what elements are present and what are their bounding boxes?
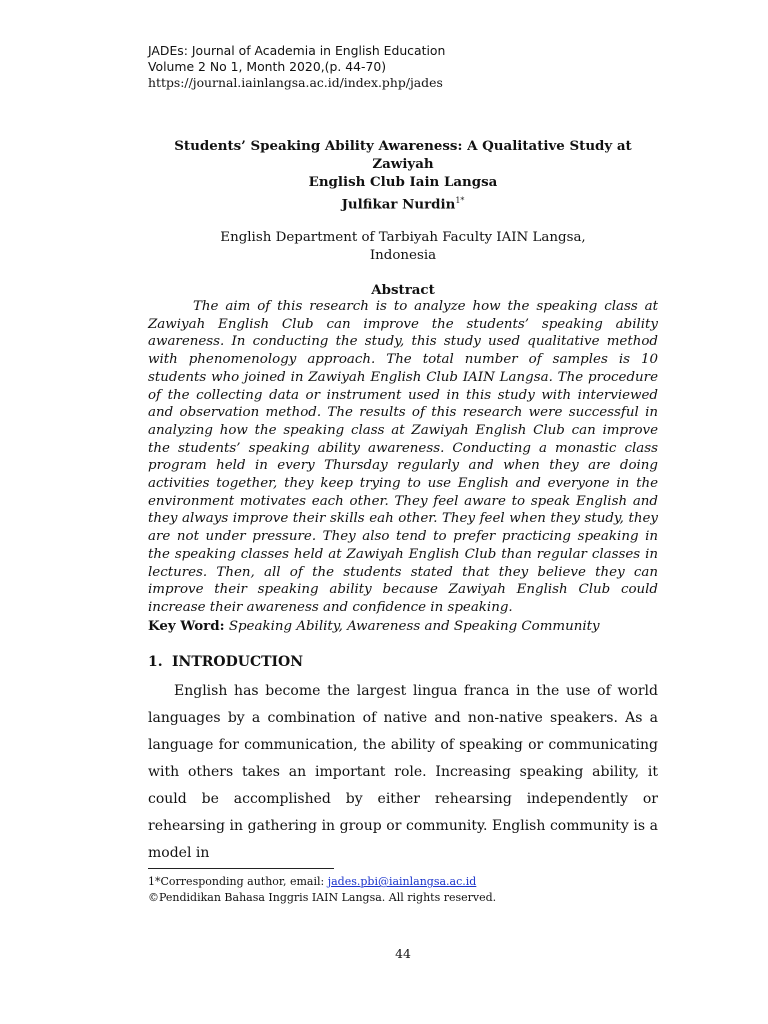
- introduction-text: English has become the largest lingua franca in the use of world languages by a combination of native and non-native speakers. As a language for communication, the ability of speaking or communicating with others takes an important role. Increasing speaking ability, it could be accomplished by either rehearsing independently or rehearsing in gathering in group or community. English community is a model in: [148, 683, 658, 861]
- footnote-marker: 1*: [148, 875, 161, 888]
- paper-title: [148, 137, 658, 191]
- keywords-value: Speaking Ability, Awareness and Speaking Community: [228, 619, 600, 634]
- footnote-corresponding-prefix: Corresponding author, email:: [160, 875, 328, 888]
- journal-header: [148, 43, 628, 91]
- footnote-copyright: ©Pendidikan Bahasa Inggris IAIN Langsa. All rights reserved.: [148, 891, 497, 904]
- section-title: INTRODUCTION: [172, 654, 304, 670]
- author: [148, 192, 658, 213]
- section-heading-introduction: [148, 652, 658, 672]
- journal-volume: Volume 2 No 1, Month 2020,(p. 44-70): [148, 59, 387, 74]
- paper-title-line-2: English Club Iain Langsa: [308, 174, 498, 190]
- abstract-heading: Abstract: [371, 282, 435, 298]
- footnote-corresponding: [148, 874, 658, 890]
- footnote: [148, 874, 658, 906]
- keywords: [148, 617, 658, 636]
- footnote-divider: [148, 868, 334, 869]
- corresponding-email-link[interactable]: jades.pbi@iainlangsa.ac.id: [327, 875, 477, 888]
- abstract-text: The aim of this research is to analyze how the speaking class at Zawiyah English Club can improve the students’ speaking ability awareness. In conducting the study, this study used qualitative method with phenomenology approach. The total number of samples is 10 students who joined in Zawiyah English Club IAIN Langsa. The procedure of the collecting data or instrument used in this study with interviewed and observation method. The results of this research were successful in analyzing how the speaking class at Zawiyah English Club can improve the students’ speaking ability awareness. Conducting a monastic class program held in every Thursday regularly and when they are doing activities together, they keep trying to use English and everyone in the environment motivates each other. They feel aware to speak English and they always improve their skills eah other. They feel when they study, they are not under pressure. They also tend to prefer practicing speaking in the speaking classes held at Zawiyah English Club than regular classes in lectures. Then, all of the students stated that they believe they can improve their speaking ability because Zawiyah English Club could increase their awareness and confidence in speaking.: [148, 299, 658, 615]
- author-marker: 1*: [455, 196, 465, 205]
- journal-name: JADEs: Journal of Academia in English Education: [148, 43, 446, 58]
- section-number: 1.: [148, 654, 163, 670]
- keywords-label: Key Word:: [148, 618, 225, 634]
- author-name: Julfikar Nurdin: [341, 196, 456, 213]
- affiliation: [148, 229, 658, 265]
- paper-title-line-1: Students’ Speaking Ability Awareness: A Qualitative Study at Zawiyah: [174, 138, 632, 172]
- affiliation-line-1: English Department of Tarbiyah Faculty IAIN Langsa,: [220, 230, 586, 245]
- journal-url[interactable]: https://journal.iainlangsa.ac.id/index.php/jades: [148, 75, 443, 90]
- page-number: 44: [395, 946, 411, 961]
- affiliation-line-2: Indonesia: [369, 248, 437, 263]
